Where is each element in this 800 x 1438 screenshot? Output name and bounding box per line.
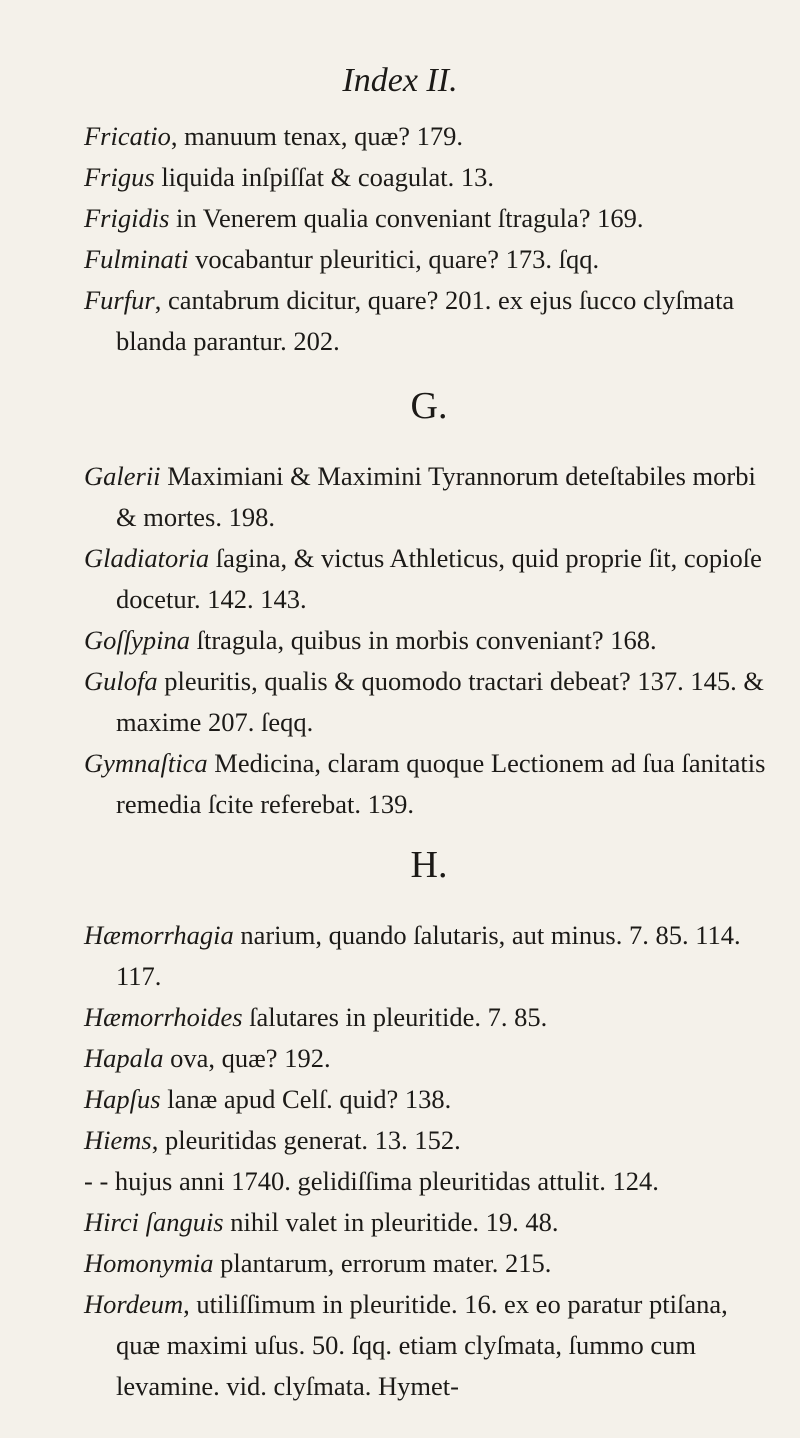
- index-entries: [84, 116, 774, 1407]
- entry-term: Hirci ſanguis: [84, 1207, 224, 1237]
- entry-text: ſagina, & victus Athleticus, quid proprie ſit, copioſe docetur. 142. 143.: [116, 543, 762, 614]
- index-entry: [84, 915, 774, 997]
- index-entry: [84, 661, 774, 743]
- entry-term: Galerii: [84, 461, 161, 491]
- index-entry: [84, 1038, 774, 1079]
- entry-term: Frigus: [84, 162, 155, 192]
- entry-term: Hæmorrhagia: [84, 920, 234, 950]
- entry-text: ſtragula, quibus in morbis conveniant? 168.: [190, 625, 657, 655]
- index-entry: [84, 1284, 774, 1407]
- entry-text: plantarum, errorum mater. 215.: [213, 1248, 552, 1278]
- entry-term: Furfur: [84, 285, 155, 315]
- index-entry: [84, 1079, 774, 1120]
- entry-text: , cantabrum dicitur, quare? 201. ex ejus ſucco clyſmata blanda parantur. 202.: [116, 285, 735, 356]
- entry-term: Hiems: [84, 1125, 152, 1155]
- entry-text: ova, quæ? 192.: [163, 1043, 331, 1073]
- entry-text: liquida inſpiſſat & coagulat. 13.: [154, 162, 494, 192]
- entry-text: lanæ apud Celſ. quid? 138.: [160, 1084, 452, 1114]
- entry-text: vocabantur pleuritici, quare? 173. ſqq.: [188, 244, 600, 274]
- section-letter: H.: [410, 844, 448, 886]
- index-entry: [84, 280, 774, 362]
- index-entry: [84, 620, 774, 661]
- entry-term: Gymnaſtica: [84, 748, 208, 778]
- entry-text: ſalutares in pleuritide. 7. 85.: [242, 1002, 548, 1032]
- index-entry: [84, 1243, 774, 1284]
- entry-term: Hordeum: [84, 1289, 184, 1319]
- entry-term: Frigidis: [84, 203, 170, 233]
- entry-term: Gladiatoria: [84, 543, 210, 573]
- entry-text: pleuritis, qualis & quomodo tractari debeat? 137. 145. & maxime 207. ſeqq.: [116, 666, 765, 737]
- entry-text: , utiliſſimum in pleuritide. 16. ex eo paratur ptiſana, quæ maximi uſus. 50. ſqq. etiam clyſmata, ſummo cum levamine. vid. clyſmata. Hymet-: [116, 1289, 728, 1401]
- entry-text: , manuum tenax, quæ? 179.: [170, 121, 464, 151]
- entry-term: Hapſus: [84, 1084, 161, 1114]
- index-entry: [84, 1202, 774, 1243]
- index-entry: [84, 743, 774, 825]
- entry-text: in Venerem qualia conveniant ſtragula? 169.: [169, 203, 644, 233]
- index-entry: [84, 157, 774, 198]
- index-entry: [84, 198, 774, 239]
- entry-text: Medicina, claram quoque Lectionem ad ſua ſanitatis remedia ſcite referebat. 139.: [116, 748, 766, 819]
- entry-text: - - hujus anni 1740. gelidiſſima pleuritidas attulit. 124.: [84, 1166, 659, 1196]
- entry-term: Goſſypina: [84, 625, 190, 655]
- index-entry: [84, 538, 774, 620]
- entry-term: Gulofa: [84, 666, 158, 696]
- index-entry: [84, 1161, 774, 1202]
- index-entry: [84, 239, 774, 280]
- entry-text: nihil valet in pleuritide. 19. 48.: [223, 1207, 559, 1237]
- page-header: Index II.: [342, 62, 458, 99]
- index-entry: [84, 997, 774, 1038]
- index-entry: [84, 116, 774, 157]
- index-entry: [84, 456, 774, 538]
- entry-term: Fulminati: [84, 244, 189, 274]
- entry-text: Maximiani & Maximini Tyrannorum deteſtabiles morbi & mortes. 198.: [116, 461, 756, 532]
- entry-term: Fricatio: [84, 121, 171, 151]
- section-letter: G.: [410, 385, 448, 427]
- index-entry: [84, 1120, 774, 1161]
- entry-term: Hapala: [84, 1043, 164, 1073]
- entry-term: Homonymia: [84, 1248, 214, 1278]
- entry-text: , pleuritidas generat. 13. 152.: [151, 1125, 461, 1155]
- entry-term: Hæmorrhoides: [84, 1002, 243, 1032]
- entry-text: narium, quando ſalutaris, aut minus. 7. 85. 114. 117.: [116, 920, 741, 991]
